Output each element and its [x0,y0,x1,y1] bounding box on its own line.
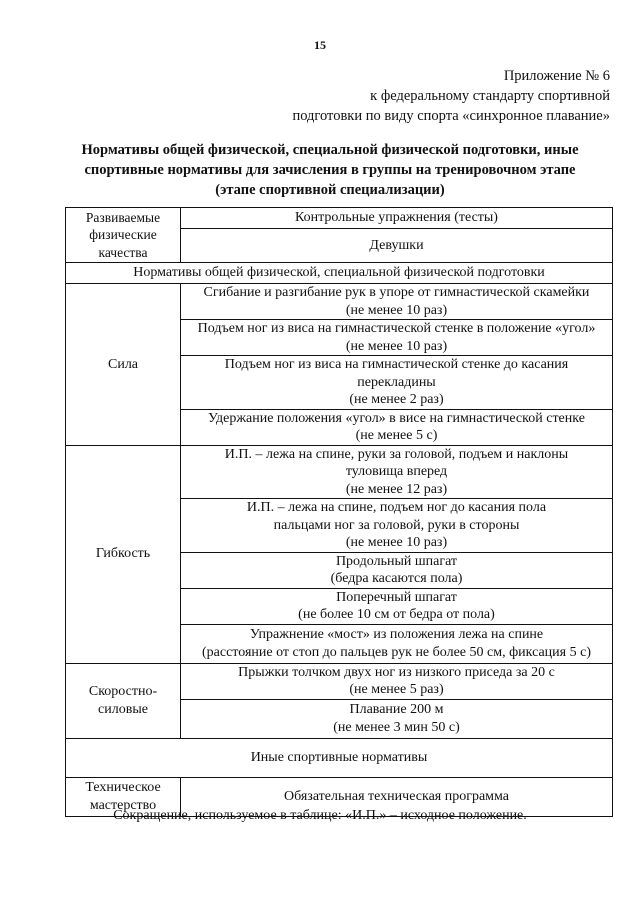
exercise-line: Прыжки толчком двух ног из низкого приседа за 20 с [238,664,555,680]
appendix-header [292,66,610,126]
exercise-line: (не менее 5 с) [355,428,438,443]
exercise-cell [181,284,613,320]
exercise-line: (не менее 2 раз) [349,392,444,407]
exercise-line: Продольный шпагат [335,553,458,569]
exercise-cell [181,552,613,588]
exercise-cell [181,320,613,356]
exercise-line: Поперечный шпагат [336,589,457,605]
quality-line: Скоростно- [88,684,158,699]
appendix-line: подготовки по виду спорта «синхронное плавание» [292,108,610,124]
exercise-line: И.П. – лежа на спине, подъем ног до касания пола [246,500,547,515]
title-line: спортивные нормативы для зачисления в группы на тренировочном этапе [84,162,576,178]
abbreviation-note: Сокращение, используемое в таблице: «И.П.» – исходное положение. [113,808,527,823]
exercise-cell [181,663,613,699]
table-row [66,445,613,499]
quality-line: силовые [98,701,148,717]
table-row [66,284,613,320]
exercise-line: (не менее 12 раз) [345,481,448,497]
exercise-line: (не менее 10 раз) [345,338,448,354]
norms-table [65,207,613,817]
section-ofp-title: Нормативы общей физической, специальной физической подготовки [66,263,613,284]
exercise-line: перекладины [357,374,436,390]
table-row [66,663,613,699]
section-row [66,263,613,284]
exercise-line: Плавание 200 м [349,702,444,717]
exercise-line: Удержание положения «угол» в висе на гимнастической стенке [208,410,585,426]
exercise-line: (не менее 3 мин 50 с) [333,719,460,735]
exercise-cell [181,624,613,663]
exercise-cell [181,356,613,410]
exercise-cell [181,499,613,553]
qualities-header-line: Развиваемые [85,209,161,225]
quality-cell [66,284,181,446]
document-title [50,140,610,200]
exercises-header: Контрольные упражнения (тесты) [181,208,613,229]
exercise-line: пальцами ног за головой, руки в стороны [273,517,520,533]
exercise-cell: Обязательная техническая программа [181,777,613,816]
quality-line: Техническое [85,780,161,795]
exercise-line: Подъем ног из виса на гимнастической стенке до касания [224,357,569,372]
exercise-line: (расстояние от стоп до пальцев рук не более 50 см, фиксация 5 с) [202,644,591,660]
appendix-line: Приложение № 6 [503,68,610,84]
exercise-line: (не менее 10 раз) [345,302,448,318]
exercise-cell [181,699,613,738]
exercise-line: Сгибание и разгибание рук в упоре от гимнастической скамейки [203,285,590,300]
exercise-cell [181,445,613,499]
page-number: 15 [314,38,326,52]
qualities-header-line: физические [89,227,157,243]
gender-header: Девушки [181,229,613,263]
quality-line: мастерство [89,797,157,813]
section-other-title: Иные спортивные нормативы [66,738,613,777]
qualities-header [66,208,181,263]
quality-cell [66,445,181,663]
exercise-line: Упражнение «мост» из положения лежа на спине [249,627,544,642]
title-line: (этапе спортивной специализации) [215,182,445,198]
exercise-cell [181,588,613,624]
exercise-line: И.П. – лежа на спине, руки за головой, подъем и наклоны [224,446,569,462]
exercise-line: (не более 10 см от бедра от пола) [298,607,495,622]
quality-line: Гибкость [95,546,151,562]
quality-cell [66,663,181,738]
table-header-row [66,208,613,229]
exercise-line: (не менее 5 раз) [349,682,444,697]
title-line: Нормативы общей физической, специальной физической подготовки, иные [81,142,579,158]
section-row [66,738,613,777]
exercise-line: (бедра касаются пола) [330,571,463,586]
appendix-line: к федеральному стандарту спортивной [370,88,610,104]
quality-line: Сила [107,356,139,372]
exercise-line: туловища вперед [345,464,448,479]
exercise-line: (не менее 10 раз) [345,535,448,550]
qualities-header-line: качества [98,244,148,260]
exercise-line: Подъем ног из виса на гимнастической стенке в положение «угол» [197,321,596,336]
exercise-cell [181,409,613,445]
